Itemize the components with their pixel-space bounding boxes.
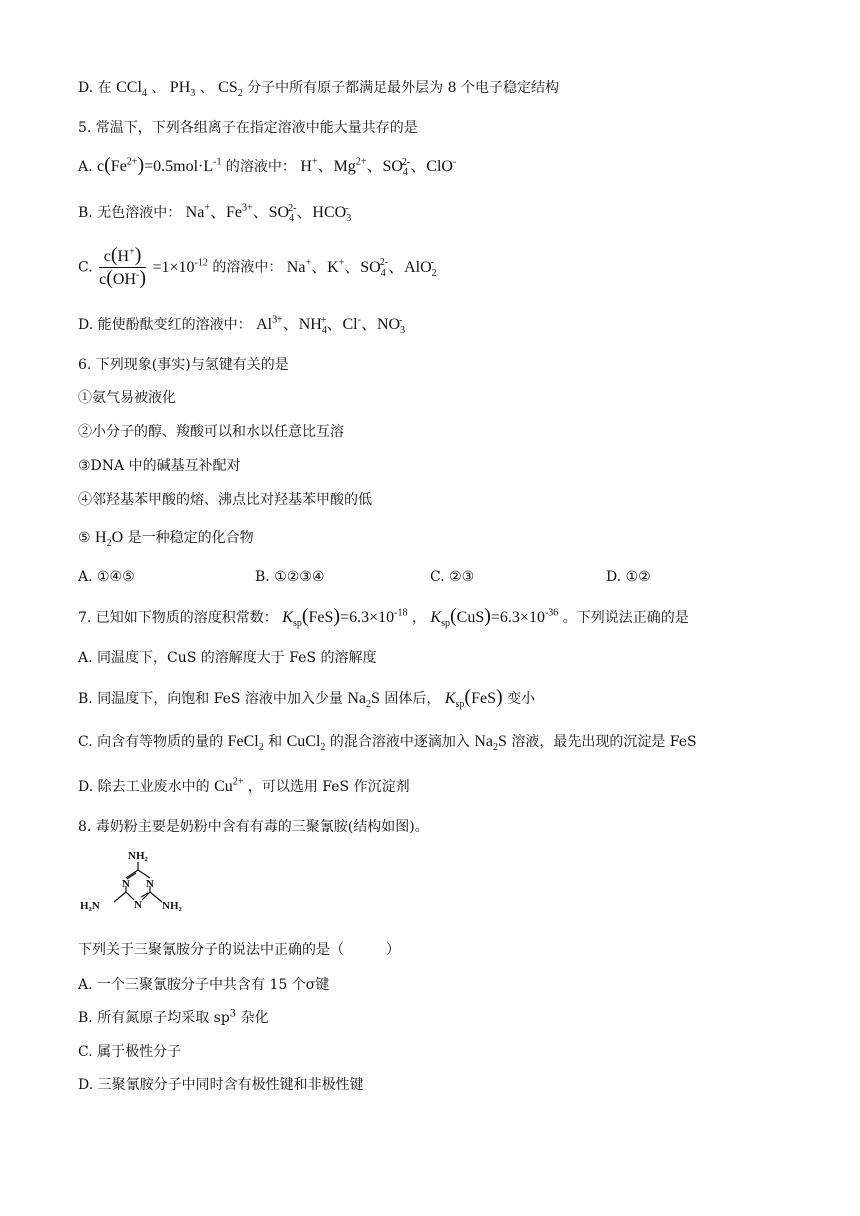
melamine-structure — [78, 846, 198, 926]
ring-n-left: N — [122, 878, 130, 890]
q5-option-a: A. $c(Fe^{2+})=0.5mol\cdot L^{-1}$ 的溶液中： H+、$Mg^{2+}$、$SO_4^{2-}$、ClO- — [78, 154, 457, 179]
q6-option-d: D. ①② — [606, 569, 651, 585]
q6-item-5: ⑤ $H_2O$ 是一种稳定的化合物 — [78, 529, 254, 550]
formula-h2o: $H_2O$ — [95, 529, 124, 550]
fraction-h-over-oh: $\frac{c(H^+)}{c(OH^-)}$ — [99, 244, 147, 289]
q7-option-a: A. 同温度下，CuS 的溶解度大于 FeS 的溶解度 — [78, 650, 377, 666]
q5-option-b: B. 无色溶液中： Na+、$Fe^{3+}$、$SO_4^{2-}$、$HCO_3^-$ — [78, 202, 352, 225]
q7-option-d: D. 除去工业废水中的 $Cu^{2+}$ ，可以选用 FeS 作沉淀剂 — [78, 776, 410, 795]
q5-option-c: C. $\frac{c(H^+)}{c(OH^-)}$ $=1\times 10^{-12}$ 的溶液中： Na+、K+、$SO_4^{2-}$、AlO$_2$- — [78, 244, 437, 289]
question-8: 8. 毒奶粉主要是奶粉中含有有毒的三聚氰胺(结构如图)。 — [78, 819, 429, 835]
q6-item-2: ②小分子的醇、羧酸可以和水以任意比互溶 — [78, 424, 344, 440]
q8-option-d: D. 三聚氰胺分子中同时含有极性键和非极性键 — [78, 1077, 364, 1093]
formula-ccl4: CCl$_4$ — [116, 79, 147, 100]
q6-item-1: ①氨气易被液化 — [78, 390, 176, 406]
question-7: 7. 已知如下物质的溶度积常数： $K_{sp}(FeS)=6.3\times 10^{-18}$ ， $K_{sp}(CuS)=6.3\times 10^{-36}$ 。下列说法正确的是 — [78, 605, 689, 630]
ring-n-right: N — [146, 878, 154, 890]
q4-option-d: D. 在 CCl$_4$ 、 $PH_3$ 、 $CS_2$ 分子中所有原子都满足最外层为 8 个电子稳定结构 — [78, 79, 559, 100]
q8-option-b: B. 所有氮原子均采取 $sp^3$ 杂化 — [78, 1008, 269, 1026]
q5-option-d: D. 能使酚酞变红的溶液中： $Al^{3+}$、$NH_4^+$、Cl-、$NO_3^-$ — [78, 314, 406, 337]
q6-option-c: C. ②③ — [430, 569, 475, 585]
ions-q5d: $Al^{3+}$、$NH_4^+$、Cl-、$NO_3^-$ — [256, 314, 406, 337]
q6-option-a: A. ①④⑤ — [78, 569, 135, 585]
formula-q5a: $c(Fe^{2+})=0.5mol\cdot L^{-1}$ — [97, 154, 222, 176]
ions-q5c: Na+、K+、$SO_4^{2-}$、AlO$_2$- — [286, 257, 437, 279]
question-5: 5. 常温下，下列各组离子在指定溶液中能大量共存的是 — [78, 120, 418, 136]
q6-item-4: ④邻羟基苯甲酸的熔、沸点比对羟基苯甲酸的低 — [78, 492, 372, 508]
formula-cs2: $CS_2$ — [218, 79, 243, 100]
q7-option-b: B. 同温度下，向饱和 FeS 溶液中加入少量 $Na_2S$ 固体后， $K_{sp}(FeS)$ 变小 — [78, 686, 536, 711]
ksp-fes: $K_{sp}(FeS)=6.3\times 10^{-18}$ — [282, 605, 408, 630]
q7-option-c: C. 向含有等物质的量的 FeCl$_2$ 和 CuCl$_2$ 的混合溶液中逐滴加入 $Na_2S$ 溶液，最先出现的沉淀是 FeS — [78, 733, 697, 754]
amine-right: NH₂ — [162, 900, 182, 912]
ions-q5b: Na+、$Fe^{3+}$、$SO_4^{2-}$、$HCO_3^-$ — [185, 202, 352, 225]
q8-option-c: C. 属于极性分子 — [78, 1044, 182, 1060]
amine-left: H₂N — [80, 900, 100, 912]
q8-option-a: A. 一个三聚氰胺分子中共含有 15 个σ键 — [78, 977, 330, 993]
question-6: 6. 下列现象(事实)与氢键有关的是 — [78, 357, 289, 373]
ksp-cus: $K_{sp}(CuS)=6.3\times 10^{-36}$ — [430, 605, 559, 630]
formula-ph3: $PH_3$ — [169, 79, 196, 100]
ring-n-bottom: N — [134, 899, 142, 911]
amine-top: NH₂ — [128, 850, 148, 862]
ions-q5a: H+、$Mg^{2+}$、$SO_4^{2-}$、ClO- — [300, 156, 457, 179]
q6-option-b: B. ①②③④ — [255, 569, 325, 585]
q8-prompt: 下列关于三聚氰胺分子的说法中正确的是（ ） — [78, 942, 400, 958]
q6-item-3: ③DNA 中的碱基互补配对 — [78, 458, 241, 474]
